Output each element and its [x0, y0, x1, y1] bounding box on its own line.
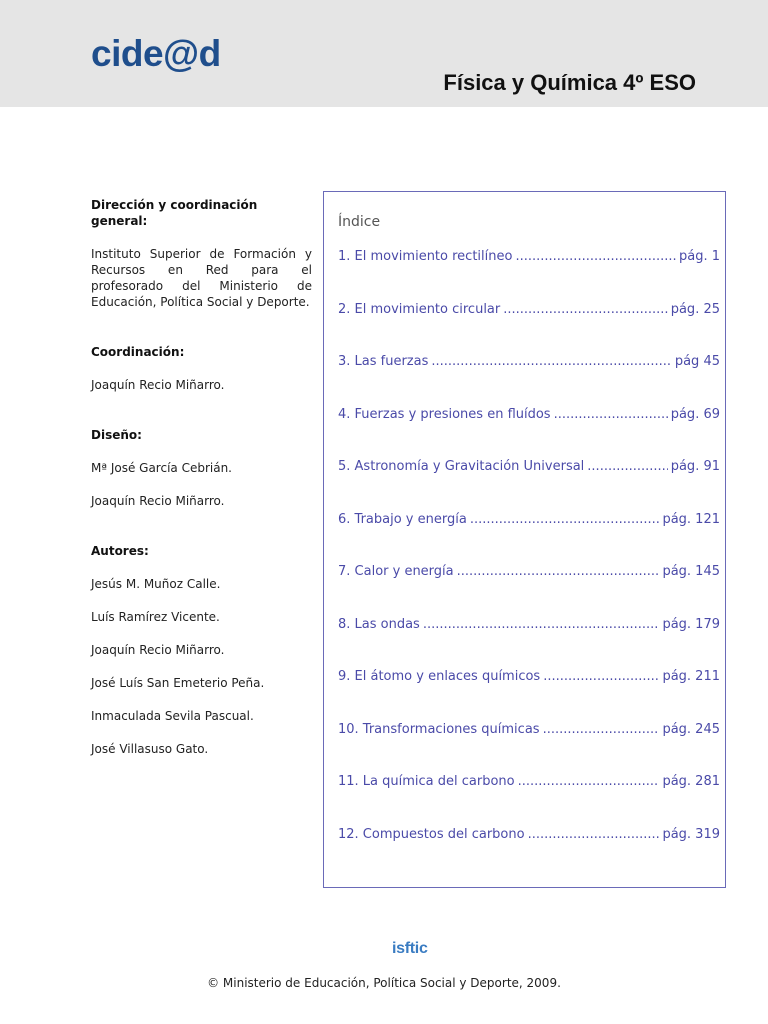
leader-dots: [587, 459, 667, 474]
index-box: [323, 191, 726, 888]
index-entry-label: 11. La química del carbono: [338, 774, 515, 789]
leader-dots: [518, 774, 660, 789]
index-entry-page: pág 45: [674, 354, 720, 369]
index-entry[interactable]: [338, 722, 720, 775]
index-entry-label: 5. Astronomía y Gravitación Universal: [338, 459, 585, 474]
index-entry[interactable]: [338, 512, 720, 565]
index-entry-page: pág. 25: [670, 301, 720, 317]
direccion-heading: Dirección y coordinación general:: [91, 198, 258, 228]
leader-dots: [554, 407, 668, 422]
credits-column: [91, 197, 312, 757]
index-entry-label: 4. Fuerzas y presiones en fluídos: [338, 406, 551, 422]
coordinacion-name: Joaquín Recio Miñarro.: [91, 378, 225, 392]
index-entry-page: pág. 281: [662, 774, 720, 789]
leader-dots: [543, 669, 659, 684]
autor-name: Luís Ramírez Vicente.: [91, 610, 220, 624]
autor-name: Joaquín Recio Miñarro.: [91, 643, 225, 657]
isftic-logo: isftic: [392, 940, 428, 957]
index-entry[interactable]: [338, 407, 720, 460]
autores-heading: Autores:: [91, 544, 149, 558]
index-entry-label: 10. Transformaciones químicas: [338, 721, 540, 737]
index-entry[interactable]: [338, 354, 720, 407]
index-entry-label: 3. Las fuerzas: [338, 354, 429, 369]
index-entry-label: 7. Calor y energía: [338, 564, 454, 579]
autor-name: Jesús M. Muñoz Calle.: [91, 577, 221, 591]
index-entry-page: pág. 211: [662, 669, 720, 684]
index-entry-page: pág. 91: [670, 459, 720, 474]
index-entry-page: pág. 319: [662, 826, 720, 842]
autor-name: Inmaculada Sevila Pascual.: [91, 709, 254, 723]
index-entry-page: pág. 145: [662, 564, 720, 579]
page-header: [0, 0, 768, 107]
index-entry[interactable]: [338, 774, 720, 827]
autor-name: José Luís San Emeterio Peña.: [91, 676, 265, 690]
index-title: Índice: [338, 214, 381, 230]
index-entry-page: pág. 179: [662, 616, 720, 632]
index-entry-page: pág. 121: [662, 511, 720, 527]
leader-dots: [431, 354, 671, 369]
diseno-name: Mª José García Cebrián.: [91, 461, 232, 475]
index-entry[interactable]: [338, 617, 720, 670]
leader-dots: [528, 827, 660, 842]
leader-dots: [503, 302, 667, 317]
index-entry-label: 2. El movimiento circular: [338, 301, 501, 317]
coordinacion-heading: Coordinación:: [91, 345, 185, 359]
index-list: [338, 249, 720, 879]
index-entry-label: 9. El átomo y enlaces químicos: [338, 669, 541, 684]
index-entry-page: pág. 69: [670, 406, 720, 422]
leader-dots: [470, 512, 660, 527]
index-entry[interactable]: [338, 302, 720, 355]
autor-name: José Villasuso Gato.: [91, 742, 209, 756]
index-entry[interactable]: [338, 669, 720, 722]
index-entry[interactable]: [338, 564, 720, 617]
diseno-name: Joaquín Recio Miñarro.: [91, 494, 225, 508]
index-entry-label: 8. Las ondas: [338, 616, 420, 632]
index-entry-label: 6. Trabajo y energía: [338, 511, 467, 527]
diseno-heading: Diseño:: [91, 428, 142, 442]
index-entry-label: 12. Compuestos del carbono: [338, 826, 525, 842]
leader-dots: [515, 249, 676, 264]
leader-dots: [457, 564, 660, 579]
leader-dots: [423, 617, 660, 632]
cidead-logo: cide@d: [91, 33, 221, 74]
direccion-text: Instituto Superior de Formación y Recursos en Red para el profesorado del Ministerio de Educación, Política Social y Deporte.: [91, 247, 312, 309]
leader-dots: [543, 722, 660, 737]
index-entry[interactable]: [338, 459, 720, 512]
page-title: Física y Química 4º ESO: [443, 70, 696, 95]
index-entry[interactable]: [338, 827, 720, 880]
index-entry[interactable]: [338, 249, 720, 302]
index-entry-page: pág. 1: [678, 249, 720, 264]
copyright-footer: © Ministerio de Educación, Política Social y Deporte, 2009.: [207, 976, 561, 990]
index-entry-page: pág. 245: [662, 721, 720, 737]
index-entry-label: 1. El movimiento rectilíneo: [338, 249, 513, 264]
